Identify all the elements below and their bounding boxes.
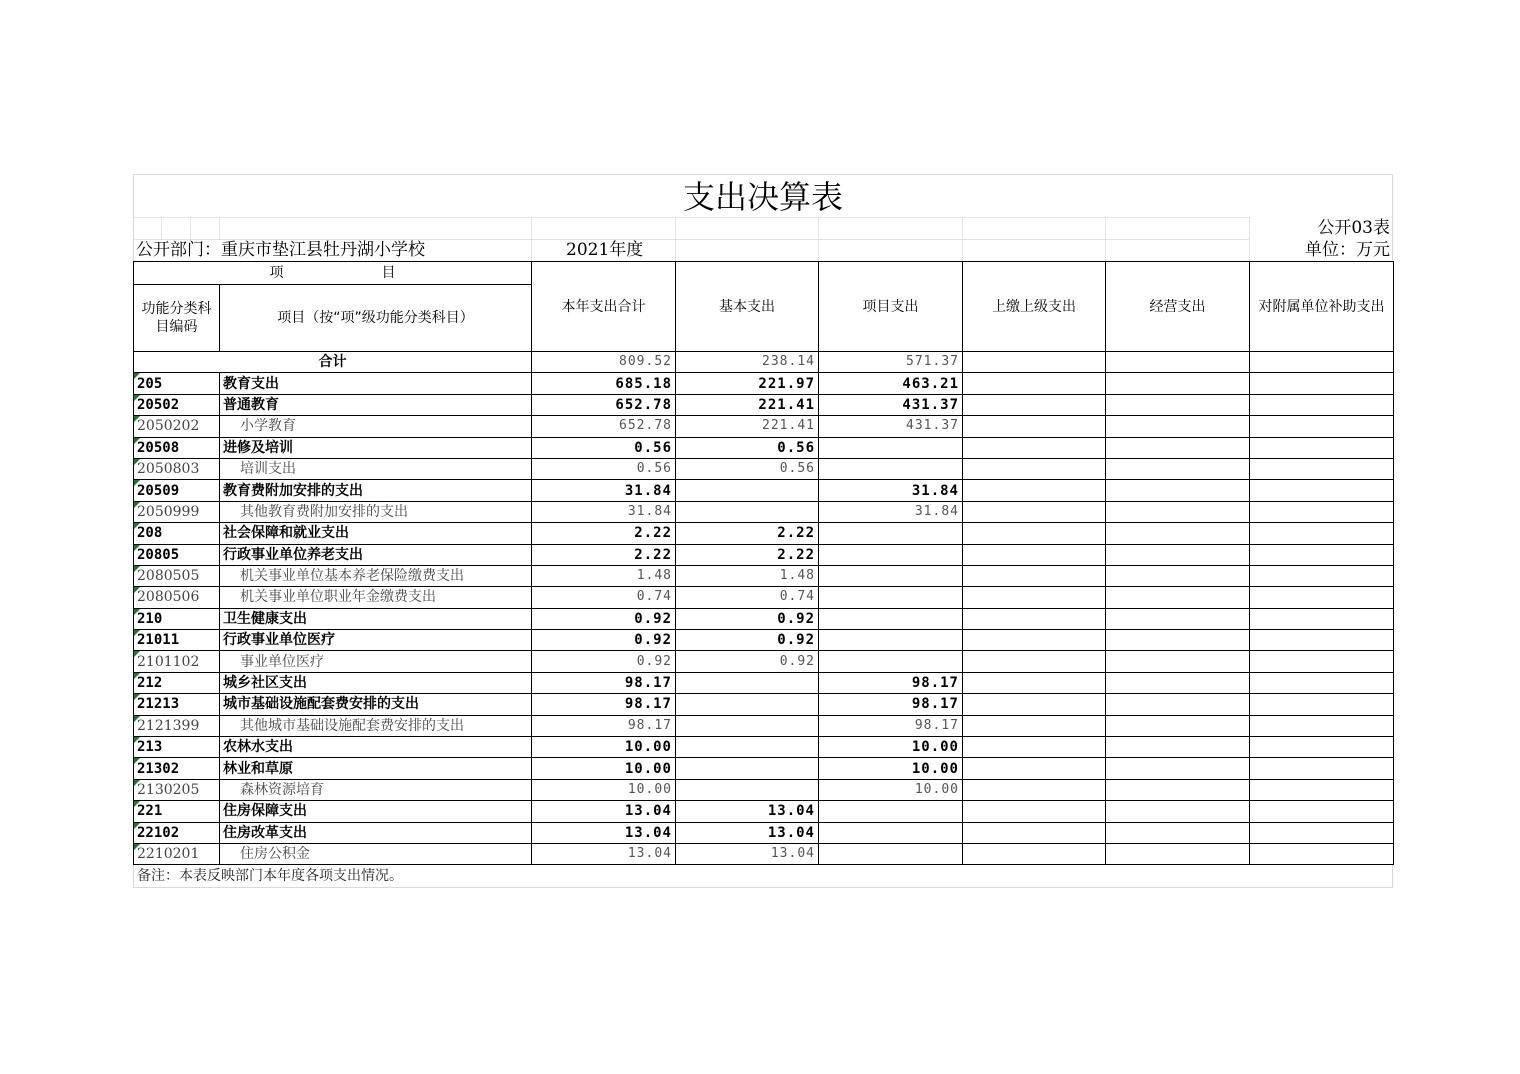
row-name: 农林水支出: [220, 737, 532, 758]
row-project: [819, 565, 963, 586]
row-business: [1106, 737, 1250, 758]
row-upper: [963, 458, 1106, 479]
row-name: 住房公积金: [220, 843, 532, 864]
row-subsidy: [1250, 565, 1394, 586]
row-basic: 221.41: [676, 394, 819, 415]
header-project-expenditure: 项目支出: [819, 262, 963, 352]
table-row: [134, 608, 1394, 629]
row-name: 住房改革支出: [220, 822, 532, 843]
table-row: [134, 822, 1394, 843]
empty-grid-cells: [134, 217, 1392, 239]
row-name: 机关事业单位基本养老保险缴费支出: [220, 565, 532, 586]
row-basic: 0.92: [676, 608, 819, 629]
row-total: 98.17: [532, 672, 676, 693]
table-row: [134, 480, 1394, 501]
row-upper: [963, 523, 1106, 544]
row-business: [1106, 373, 1250, 394]
department-name: 公开部门：重庆市垫江县牡丹湖小学校: [136, 240, 425, 260]
row-subsidy: [1250, 523, 1394, 544]
row-upper: [963, 394, 1106, 415]
row-name: 培训支出: [220, 458, 532, 479]
row-basic: [676, 501, 819, 522]
expenditure-table: [133, 261, 1394, 865]
total-business: [1106, 352, 1250, 373]
table-code-row: [133, 217, 1393, 239]
table-row: [134, 544, 1394, 565]
row-business: [1106, 758, 1250, 779]
row-upper: [963, 801, 1106, 822]
row-business: [1106, 672, 1250, 693]
total-upper: [963, 352, 1106, 373]
row-basic: 0.92: [676, 630, 819, 651]
row-code: 221: [134, 801, 220, 822]
row-total: 0.74: [532, 587, 676, 608]
row-business: [1106, 651, 1250, 672]
row-subsidy: [1250, 822, 1394, 843]
row-total: 0.92: [532, 630, 676, 651]
row-total: 1.48: [532, 565, 676, 586]
row-basic: [676, 694, 819, 715]
header-code: 功能分类科目编码: [134, 285, 220, 352]
row-upper: [963, 737, 1106, 758]
row-basic: [676, 480, 819, 501]
row-upper: [963, 501, 1106, 522]
row-total: 31.84: [532, 480, 676, 501]
row-subsidy: [1250, 437, 1394, 458]
row-code: 210: [134, 608, 220, 629]
row-upper: [963, 565, 1106, 586]
row-code: 2121399: [134, 715, 220, 736]
row-project: [819, 651, 963, 672]
row-basic: 2.22: [676, 523, 819, 544]
row-code: 2210201: [134, 843, 220, 864]
row-subsidy: [1250, 779, 1394, 800]
row-code: 22102: [134, 822, 220, 843]
row-upper: [963, 672, 1106, 693]
row-upper: [963, 843, 1106, 864]
row-total: 13.04: [532, 801, 676, 822]
fiscal-year: 2021年度: [566, 240, 644, 260]
table-row: [134, 779, 1394, 800]
row-project: 463.21: [819, 373, 963, 394]
row-project: [819, 523, 963, 544]
row-code: 2101102: [134, 651, 220, 672]
row-upper: [963, 373, 1106, 394]
table-row: [134, 565, 1394, 586]
table-row: [134, 758, 1394, 779]
row-basic: 1.48: [676, 565, 819, 586]
table-row: [134, 715, 1394, 736]
row-business: [1106, 822, 1250, 843]
row-subsidy: [1250, 608, 1394, 629]
row-total: 13.04: [532, 822, 676, 843]
row-basic: 221.41: [676, 416, 819, 437]
row-code: 2050803: [134, 458, 220, 479]
row-code: 2050999: [134, 501, 220, 522]
row-name: 社会保障和就业支出: [220, 523, 532, 544]
row-project: 431.37: [819, 416, 963, 437]
table-row: [134, 416, 1394, 437]
total-row: [134, 352, 1394, 373]
table-row: [134, 523, 1394, 544]
row-business: [1106, 715, 1250, 736]
header-total: 本年支出合计: [532, 262, 676, 352]
row-subsidy: [1250, 672, 1394, 693]
row-business: [1106, 501, 1250, 522]
header-subsidy: 对附属单位补助支出: [1250, 262, 1394, 352]
row-subsidy: [1250, 630, 1394, 651]
table-row: [134, 437, 1394, 458]
row-project: 31.84: [819, 480, 963, 501]
row-upper: [963, 480, 1106, 501]
row-name: 森林资源培育: [220, 779, 532, 800]
row-project: 98.17: [819, 715, 963, 736]
row-total: 0.56: [532, 458, 676, 479]
row-code: 21302: [134, 758, 220, 779]
row-basic: 13.04: [676, 801, 819, 822]
row-business: [1106, 630, 1250, 651]
row-total: 10.00: [532, 737, 676, 758]
row-total: 0.92: [532, 608, 676, 629]
row-name: 行政事业单位养老支出: [220, 544, 532, 565]
row-subsidy: [1250, 480, 1394, 501]
row-subsidy: [1250, 373, 1394, 394]
table-row: [134, 801, 1394, 822]
row-total: 98.17: [532, 715, 676, 736]
row-upper: [963, 758, 1106, 779]
row-code: 20502: [134, 394, 220, 415]
row-name: 事业单位医疗: [220, 651, 532, 672]
row-total: 652.78: [532, 394, 676, 415]
row-business: [1106, 394, 1250, 415]
row-project: [819, 458, 963, 479]
row-code: 2050202: [134, 416, 220, 437]
table-row: [134, 694, 1394, 715]
row-code: 205: [134, 373, 220, 394]
row-code: 21213: [134, 694, 220, 715]
row-business: [1106, 480, 1250, 501]
row-basic: [676, 737, 819, 758]
row-basic: [676, 672, 819, 693]
row-code: 212: [134, 672, 220, 693]
row-subsidy: [1250, 801, 1394, 822]
table-row: [134, 651, 1394, 672]
footnote: 备注：本表反映部门本年度各项支出情况。: [133, 865, 1393, 888]
unit-label: 单位：万元: [1305, 240, 1390, 260]
table-row: [134, 373, 1394, 394]
row-name: 卫生健康支出: [220, 608, 532, 629]
row-upper: [963, 437, 1106, 458]
row-code: 21011: [134, 630, 220, 651]
table-row: [134, 587, 1394, 608]
row-upper: [963, 630, 1106, 651]
row-name: 机关事业单位职业年金缴费支出: [220, 587, 532, 608]
row-total: 685.18: [532, 373, 676, 394]
row-subsidy: [1250, 737, 1394, 758]
row-name: 其他教育费附加安排的支出: [220, 501, 532, 522]
row-upper: [963, 779, 1106, 800]
row-total: 2.22: [532, 544, 676, 565]
row-subsidy: [1250, 715, 1394, 736]
row-project: 98.17: [819, 694, 963, 715]
row-basic: 13.04: [676, 843, 819, 864]
row-name: 教育支出: [220, 373, 532, 394]
expenditure-sheet: [133, 174, 1393, 888]
row-basic: [676, 715, 819, 736]
table-row: [134, 843, 1394, 864]
row-upper: [963, 694, 1106, 715]
row-subsidy: [1250, 843, 1394, 864]
header-upper: 上缴上级支出: [963, 262, 1106, 352]
row-code: 20509: [134, 480, 220, 501]
row-name: 住房保障支出: [220, 801, 532, 822]
row-business: [1106, 544, 1250, 565]
row-business: [1106, 458, 1250, 479]
row-name: 教育费附加安排的支出: [220, 480, 532, 501]
total-label: 合计: [134, 352, 532, 373]
row-project: 431.37: [819, 394, 963, 415]
row-upper: [963, 651, 1106, 672]
row-total: 13.04: [532, 843, 676, 864]
row-subsidy: [1250, 394, 1394, 415]
row-subsidy: [1250, 416, 1394, 437]
row-upper: [963, 416, 1106, 437]
row-name: 城市基础设施配套费安排的支出: [220, 694, 532, 715]
row-business: [1106, 608, 1250, 629]
row-name: 城乡社区支出: [220, 672, 532, 693]
row-project: [819, 822, 963, 843]
row-business: [1106, 843, 1250, 864]
row-upper: [963, 587, 1106, 608]
row-basic: 2.22: [676, 544, 819, 565]
row-total: 0.92: [532, 651, 676, 672]
row-subsidy: [1250, 694, 1394, 715]
row-business: [1106, 416, 1250, 437]
row-code: 20805: [134, 544, 220, 565]
sheet-title: 支出决算表: [133, 174, 1393, 217]
total-sum: 809.52: [532, 352, 676, 373]
row-basic: 221.97: [676, 373, 819, 394]
row-project: 31.84: [819, 501, 963, 522]
header-project: 项 目: [134, 262, 532, 285]
row-upper: [963, 608, 1106, 629]
table-code: 公开03表: [1317, 218, 1390, 238]
table-row: [134, 501, 1394, 522]
row-business: [1106, 587, 1250, 608]
row-total: 10.00: [532, 779, 676, 800]
row-project: 98.17: [819, 672, 963, 693]
row-subsidy: [1250, 458, 1394, 479]
row-code: 20508: [134, 437, 220, 458]
total-project: 571.37: [819, 352, 963, 373]
row-project: [819, 587, 963, 608]
row-business: [1106, 779, 1250, 800]
row-code: 2130205: [134, 779, 220, 800]
row-upper: [963, 715, 1106, 736]
row-upper: [963, 544, 1106, 565]
table-row: [134, 458, 1394, 479]
header-basic: 基本支出: [676, 262, 819, 352]
table-row: [134, 672, 1394, 693]
row-total: 98.17: [532, 694, 676, 715]
row-project: 10.00: [819, 737, 963, 758]
row-basic: 0.56: [676, 437, 819, 458]
row-project: [819, 801, 963, 822]
row-name: 其他城市基础设施配套费安排的支出: [220, 715, 532, 736]
row-business: [1106, 801, 1250, 822]
row-basic: 0.92: [676, 651, 819, 672]
row-project: [819, 544, 963, 565]
row-total: 10.00: [532, 758, 676, 779]
row-business: [1106, 565, 1250, 586]
row-code: 2080505: [134, 565, 220, 586]
row-total: 0.56: [532, 437, 676, 458]
row-upper: [963, 822, 1106, 843]
row-name: 小学教育: [220, 416, 532, 437]
row-basic: 0.74: [676, 587, 819, 608]
row-total: 652.78: [532, 416, 676, 437]
department-row: [133, 239, 1393, 261]
header-business: 经营支出: [1106, 262, 1250, 352]
row-basic: 13.04: [676, 822, 819, 843]
row-total: 2.22: [532, 523, 676, 544]
row-code: 2080506: [134, 587, 220, 608]
row-subsidy: [1250, 501, 1394, 522]
row-code: 213: [134, 737, 220, 758]
row-name: 进修及培训: [220, 437, 532, 458]
row-project: 10.00: [819, 779, 963, 800]
row-name: 林业和草原: [220, 758, 532, 779]
row-project: 10.00: [819, 758, 963, 779]
row-subsidy: [1250, 544, 1394, 565]
header-row: [134, 262, 1394, 285]
table-row: [134, 394, 1394, 415]
row-business: [1106, 694, 1250, 715]
row-business: [1106, 523, 1250, 544]
table-row: [134, 630, 1394, 651]
row-project: [819, 608, 963, 629]
row-basic: [676, 758, 819, 779]
header-name: 项目（按“项”级功能分类科目）: [220, 285, 532, 352]
total-subsidy: [1250, 352, 1394, 373]
row-subsidy: [1250, 587, 1394, 608]
row-project: [819, 843, 963, 864]
row-business: [1106, 437, 1250, 458]
row-code: 208: [134, 523, 220, 544]
row-total: 31.84: [532, 501, 676, 522]
row-name: 行政事业单位医疗: [220, 630, 532, 651]
row-project: [819, 630, 963, 651]
total-basic: 238.14: [676, 352, 819, 373]
row-basic: 0.56: [676, 458, 819, 479]
row-subsidy: [1250, 758, 1394, 779]
row-basic: [676, 779, 819, 800]
table-row: [134, 737, 1394, 758]
row-name: 普通教育: [220, 394, 532, 415]
row-subsidy: [1250, 651, 1394, 672]
row-project: [819, 437, 963, 458]
